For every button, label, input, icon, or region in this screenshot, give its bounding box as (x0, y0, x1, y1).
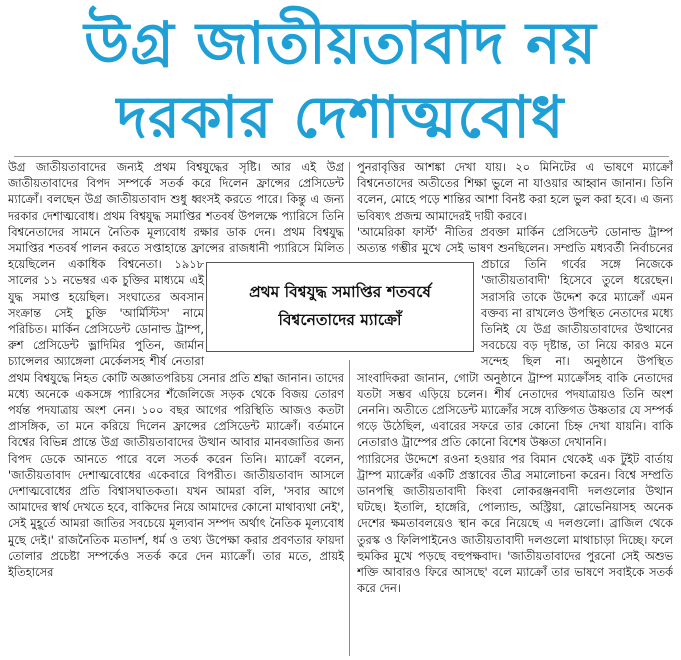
headline-line-1: উগ্র জাতীয়তাবাদ নয় (84, 9, 597, 77)
headline (0, 0, 681, 160)
headline-line-2: দরকার দেশাত্মবোধ (116, 83, 565, 151)
right-column-para-3: প্যারিসের উদ্দেশে রওনা হওয়ার পর বিমান থেকেই এক টুইট বার্তায় ট্রাম্প ম্যাক্রোঁর একটি প্রস্তাবের তীব্র সমালোচনা করেন। বিশ্বে সম্প্রতি ডানপন্থি জাতীয়তাবাদী কিংবা লোকরঞ্জনবাদী দলগুলোর উত্থান ঘটছে। ইতালি, হাঙ্গেরি, পোল্যান্ড, অস্ট্রিয়া, স্লোভেনিয়াসহ অনেক দেশের ক্ষমতাবলয়েও স্থান করে নিয়েছে এ দলগুলো। ব্রাজিল থেকে তুরস্ক ও ফিলিপাইনেও জাতীয়তাবাদী দলগুলো মাথাচাড়া দিচ্ছে। ফলে হুমকির মুখে পড়ছে বহুপক্ষবাদ। 'জাতীয়তাবাদের পুরনো সেই অশুভ শক্তি আবারও ফিরে আসছে' বলে ম্যাক্রোঁ তার ভাষণে সবাইকে সতর্ক করে দেন। (357, 451, 673, 596)
left-column (8, 159, 344, 657)
right-column (357, 159, 673, 657)
right-column-para-1: পুনরাবৃত্তির আশঙ্কা দেখা যায়। ২০ মিনিটের এ ভাষণে ম্যাক্রোঁ বিশ্বনেতাদের অতীতের শিক্ষা ভুলে না যাওয়ার আহ্বান জানান। তিনি বলেন, মোহে পড়ে শান্তির আশা বিনষ্ট করা হলে ভুল করা হবে। এ জন্য ভবিষ্যৎ প্রজন্ম আমাদেরই দায়ী করবে। (357, 160, 673, 223)
headline-divider (14, 156, 669, 157)
right-column-para-2: 'আমেরিকা ফার্স্ট' নীতির প্রবক্তা মার্কিন প্রেসিডেন্ট ডোনাল্ড ট্রাম্প অত্যন্ত গম্ভীর মুখে সেই ভাষণ শুনছিলেন। সম্প্রতি মধ্যবর্তী নির্বাচনের প্রচারে তিনি গর্বের সঙ্গে নিজেকে 'জাতীয়তাবাদী' হিসেবে তুলে ধরেছেন। সরাসরি তাকে উদ্দেশ করে ম্যাক্রোঁ এমন বক্তব্য না রাখলেও উপস্থিত নেতাদের মধ্যে তিনিই যে উগ্র জাতীয়তাবাদের উত্থানের সবচেয়ে বড় দৃষ্টান্ত, তা নিয়ে কারও মনে সন্দেহ ছিল না। অনুষ্ঠানে উপস্থিত সাংবাদিকরা জানান, গোটা অনুষ্ঠানে ট্রাম্প ম্যাক্রোঁসহ বাকি নেতাদের যতটা সম্ভব এড়িয়ে চলেন। শীর্ষ নেতাদের পদযাত্রায়ও তিনি অংশ নেননি। অতীতে প্রেসিডেন্ট ম্যাক্রোঁর সঙ্গে ব্যক্তিগত উষ্ণতার যে সম্পর্ক গড়ে উঠেছিল, এবারের সফরে তার কোনো চিহ্ন দেখা যায়নি। বাকি নেতারাও ট্রাম্পের প্রতি কোনো বিশেষ উষ্ণতা দেখাননি। (357, 224, 673, 450)
pull-quote (206, 262, 474, 352)
pull-quote-line-1: প্রথম বিশ্বযুদ্ধ সমাপ্তির শতবর্ষে (249, 283, 431, 301)
left-column-text: উগ্র জাতীয়তাবাদের জন্যই প্রথম বিশ্বযুদ্ধের সৃষ্টি। আর এই উগ্র জাতীয়তাবাদের বিপদ সম্পর্কে সতর্ক করে দিলেন ফ্রান্সের প্রেসিডেন্ট ম্যাক্রোঁ। বলছেন উগ্র জাতীয়তাবাদ শুধু ধ্বংসই করতে পারে। কিন্তু এ জন্য দরকার দেশাত্মবোধ। প্রথম বিশ্বযুদ্ধ সমাপ্তির শতবর্ষ উপলক্ষে প্যারিসে তিনি বিশ্বনেতাদের সামনে নৈতিক মূল্যবোধ রক্ষার ডাক দেন। প্রথম বিশ্বযুদ্ধ সমাপ্তির শতবর্ষ পালন করতে সপ্তাহান্তে ফ্রান্সের রাজধানী প্যারিসে মিলিত হয়েছিলেন একাধিক বিশ্বনেতা। ১৯১৮ সালের ১১ নভেম্বর এক চুক্তির মাধ্যমে এই যুদ্ধ সমাপ্ত হয়েছিল। সংঘাতের অবসান সংক্রান্ত সেই চুক্তি 'আর্মিস্টিস' নামে পরিচিত। মার্কিন প্রেসিডেন্ট ডোনাল্ড ট্রাম্প, রুশ প্রেসিডেন্ট ভ্লাদিমির পুতিন, জার্মান চ্যান্সেলর অ্যাঙ্গেলা মের্কেলসহ শীর্ষ নেতারা প্রথম বিশ্বযুদ্ধে নিহত কোটি অজ্ঞাতপরিচয় সেনার প্রতি শ্রদ্ধা জানান। তাদের মধ্যে অনেকে একসঙ্গে প্যারিসের শঁজেলিজে সড়ক থেকে বিজয় তোরণ পর্যন্ত পদযাত্রায় অংশ নেন। ১০০ বছর আগের পরিস্থিতি আজও কতটা প্রাসঙ্গিক, তা মনে করিয়ে দিলেন ফ্রান্সের প্রেসিডেন্ট ম্যাক্রোঁ। বর্তমানে বিশ্বের বিভিন্ন প্রান্তে উগ্র জাতীয়তাবাদের উত্থান আবার মানবজাতির জন্য বিপদ ডেকে আনতে পারে বলে সতর্ক করেন তিনি। ম্যাক্রোঁ বলেন, 'জাতীয়তাবাদ দেশাত্মবোধের একেবারে বিপরীত। জাতীয়তাবাদ আসলে দেশাত্মবোধের প্রতি বিশ্বাসঘাতকতা। যখন আমরা বলি, 'সবার আগে আমাদের স্বার্থ দেখতে হবে, বাকিদের নিয়ে আমাদের কোনো মাথাব্যথা নেই', সেই মুহূর্তে আমরা জাতির সবচেয়ে মূল্যবান সম্পদ অর্থাৎ নৈতিক মূল্যবোধ মুছে দেই।' রাজনৈতিক মতাদর্শ, ধর্ম ও তথ্য উপেক্ষা করার প্রবণতার ফায়দা তোলার প্রচেষ্টা সম্পর্কেও সতর্ক করে দেন ম্যাক্রোঁ। তার মতে, প্রায়ই ইতিহাসের (8, 160, 344, 580)
pull-quote-line-2: বিশ্বনেতাদের ম্যাক্রোঁ (278, 311, 402, 329)
column-divider-top (349, 162, 350, 254)
column-divider-bottom (349, 360, 350, 656)
